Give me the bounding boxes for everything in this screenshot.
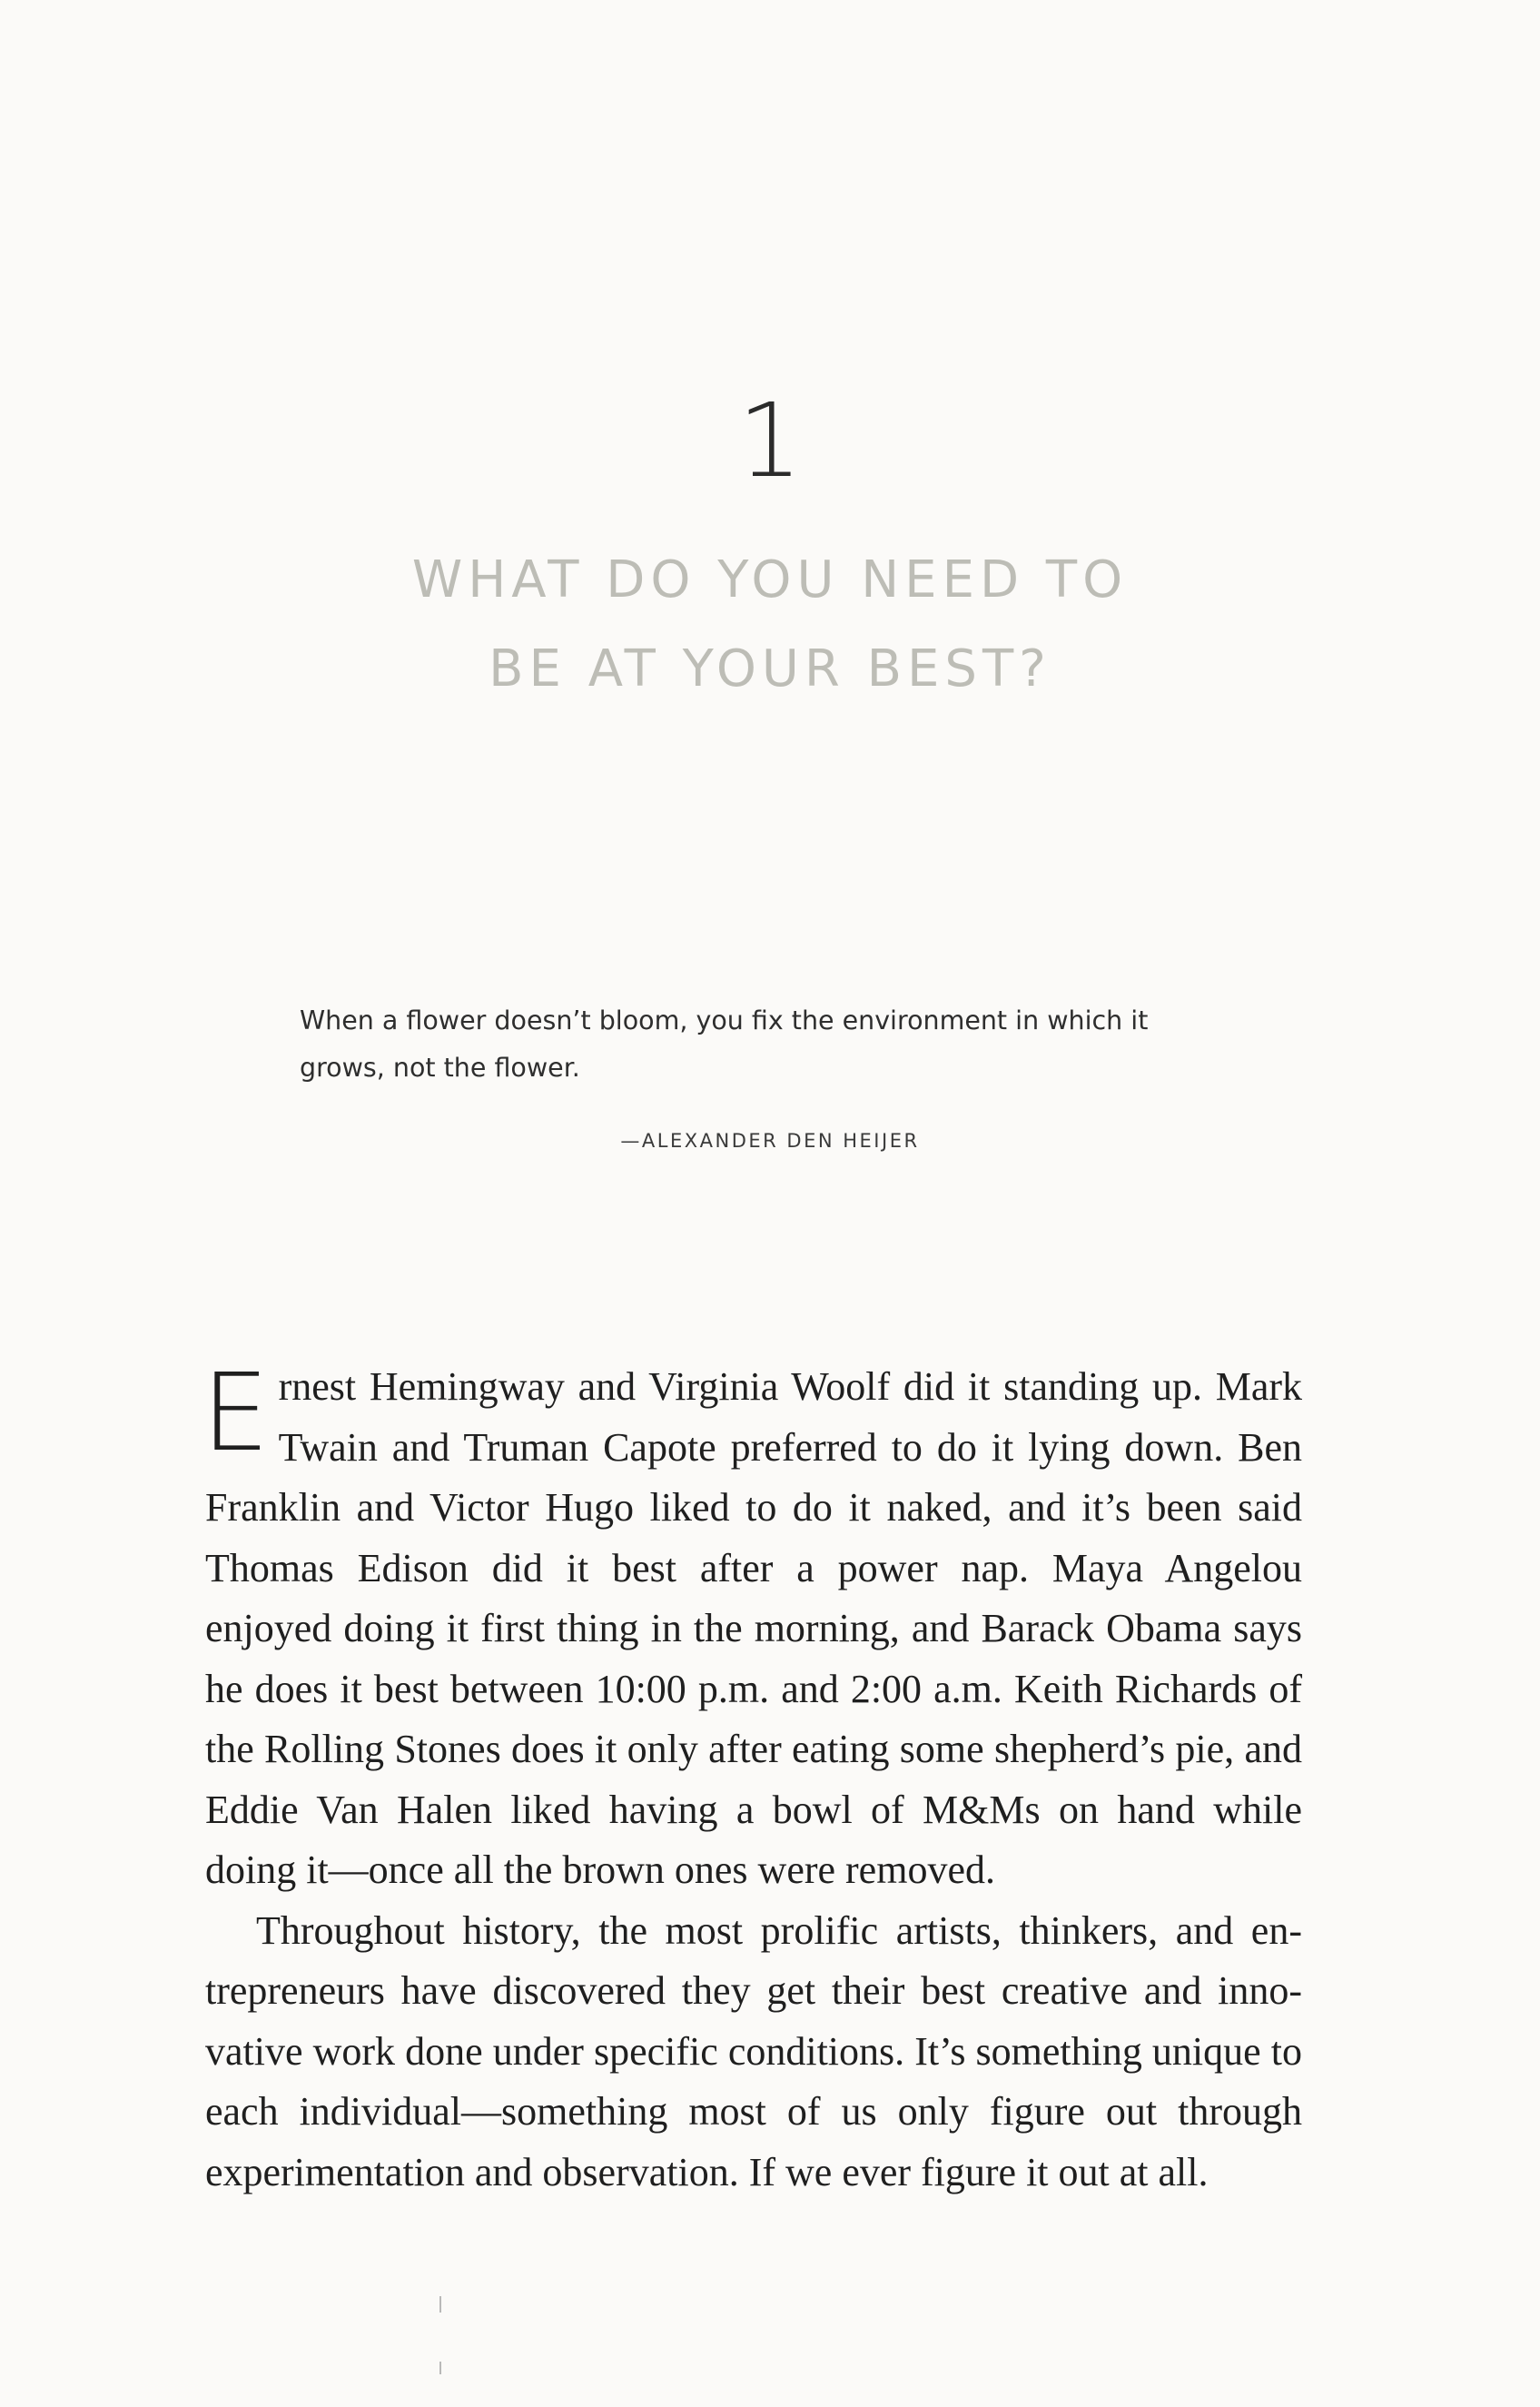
paragraph-2: Throughout history, the most prolific artists, thinkers, and entrepreneurs have discovered they get their best creative and innovative work done under specific conditions. It’s something unique to each individual—something most of us only figure out through experimentation and observation. If we ever figure it out at all. <box>205 1907 1302 2194</box>
chapter-number: 1 <box>737 382 803 500</box>
scan-artifact-mark <box>439 2296 441 2313</box>
paragraph-1 <box>202 1350 1302 1901</box>
epigraph-quote: When a flower doesn’t bloom, you fix the environment in which it grows, not the flower. <box>300 1005 1149 1083</box>
epigraph-attribution: —ALEXANDER DEN HEIJER <box>620 1130 920 1152</box>
drop-cap: E <box>202 1350 270 1475</box>
chapter-title <box>0 536 1540 714</box>
chapter-title-line-1: WHAT DO YOU NEED TO <box>411 550 1129 609</box>
scan-artifact-mark <box>439 2362 441 2374</box>
paragraph-1-text: rnest Hemingway and Virginia Woolf did it standing up. Mark Twain and Truman Capote preferred to do it lying down. Ben Franklin and Victor Hugo liked to do it naked, and it’s been said Thomas Edison did it best after a power nap. Maya Angelou enjoyed doing it first thing in the morning, and Barack Obama says he does it best between 10:00 p.m. and 2:00 a.m. Keith Richards of the Rolling Stones does it only after eating some shepherd’s pie, and Eddie Van Halen liked having a bowl of M&Ms on hand while doing it—once all the brown ones were removed. <box>205 1364 1302 1892</box>
body-text <box>202 1350 1302 2203</box>
chapter-title-line-2: BE AT YOUR BEST? <box>489 639 1051 698</box>
